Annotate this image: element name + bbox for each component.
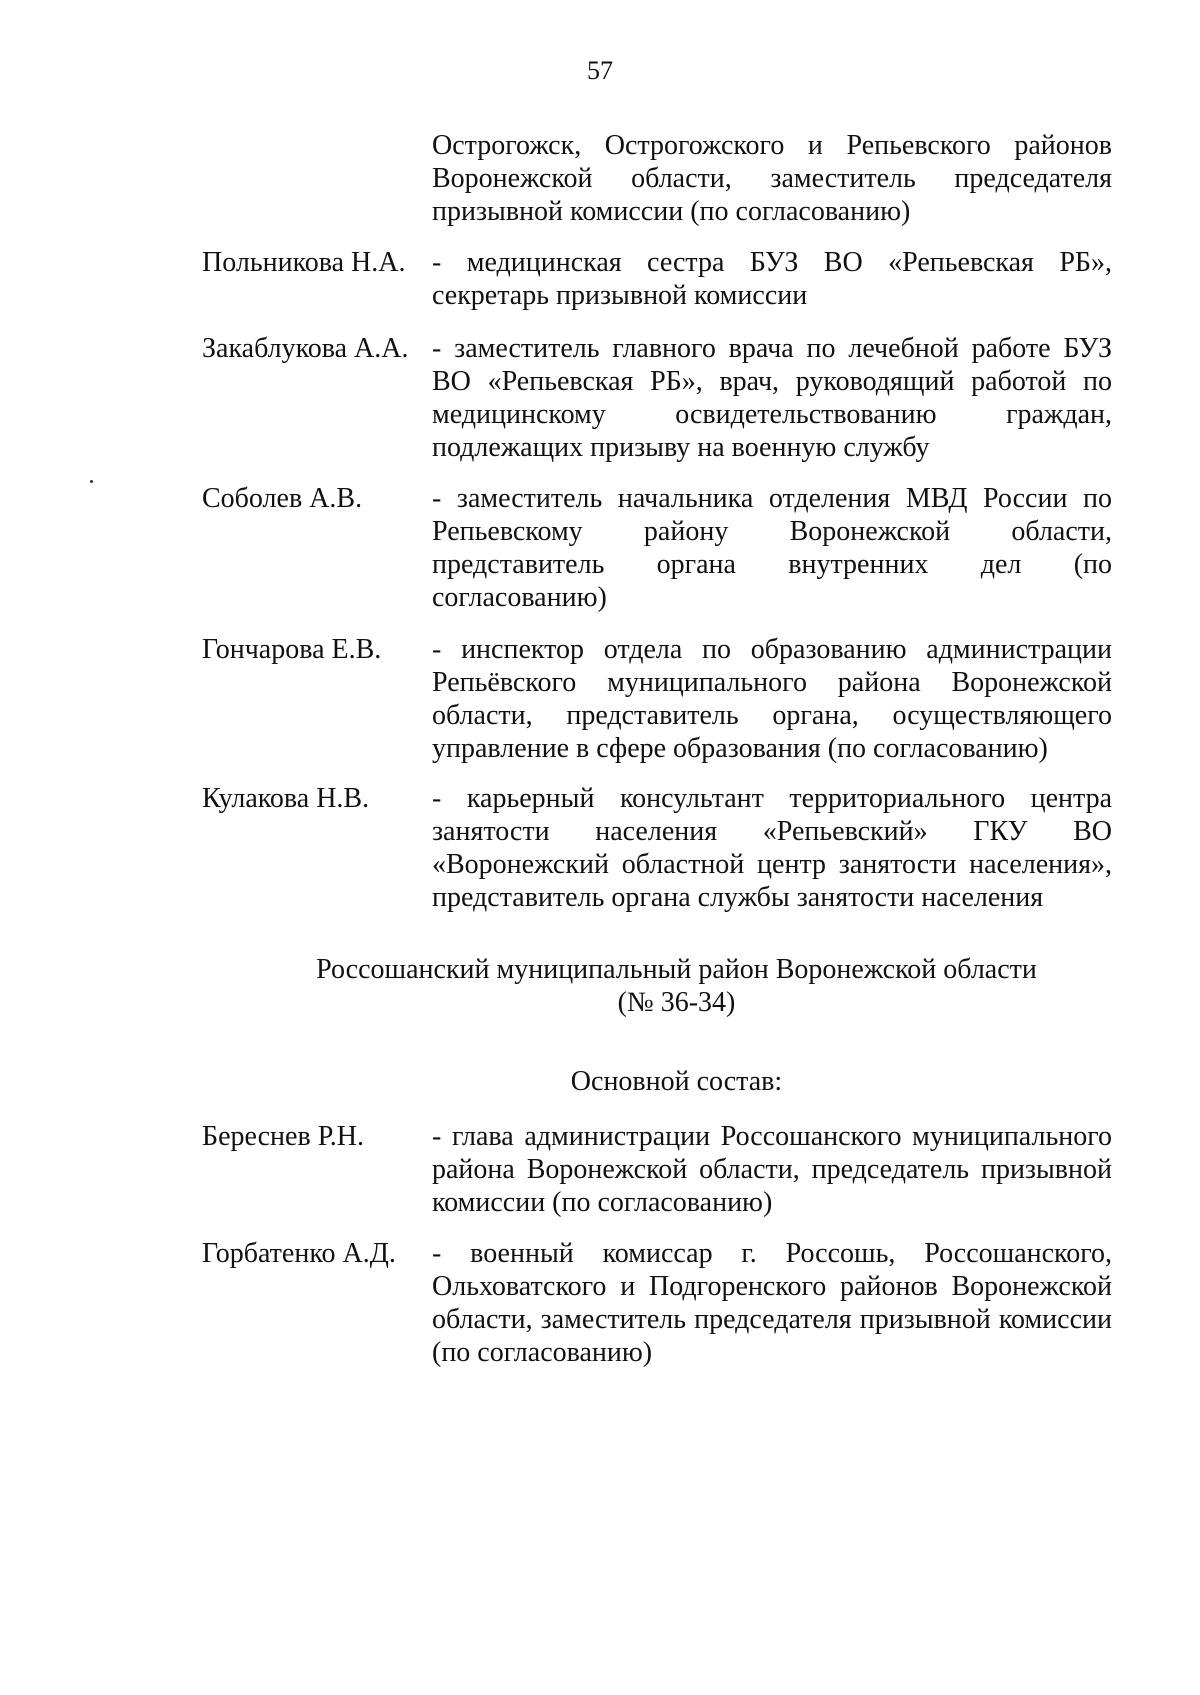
member-name: Кулакова Н.В. (202, 783, 370, 814)
member-name: Польникова Н.А. (202, 247, 406, 278)
section-number: (№ 36-34) (617, 987, 736, 1018)
member-role: - заместитель начальника отделения МВД России по Репьевскому району Воронежской области, представитель органа внутренних дел (по согласованию) (432, 483, 1112, 613)
member-role: - военный комиссар г. Россошь, Россошанского, Ольховатского и Подгоренского районов Воронежской области, заместитель председателя призывной комиссии (по согласованию) (432, 1238, 1112, 1368)
member-name: Соболев А.В. (202, 483, 363, 514)
member-name: Береснев Р.Н. (202, 1121, 364, 1152)
member-name: Горбатенко А.Д. (202, 1238, 396, 1269)
continuation-text: Острогожск, Острогожского и Репьевского районов Воронежской области, заместитель председателя призывной комиссии (по согласованию) (432, 130, 1112, 227)
member-name: Гончарова Е.В. (202, 634, 382, 665)
member-role: - заместитель главного врача по лечебной работе БУЗ ВО «Репьевская РБ», врач, руководящий работой по медицинскому освидетельствованию граждан, подлежащих призыву на военную службу (432, 333, 1112, 463)
page-number: 57 (587, 56, 613, 85)
member-role: - инспектор отдела по образованию администрации Репьёвского муниципального района Воронежской области, представитель органа, осуществляющего управление в сфере образования (по согласованию) (432, 634, 1112, 764)
member-role: - глава администрации Россошанского муниципального района Воронежской области, председатель призывной комиссии (по согласованию) (432, 1121, 1112, 1218)
section-title: Россошанский муниципальный район Воронежской области (316, 954, 1037, 985)
section-subtitle: Основной состав: (570, 1066, 783, 1097)
member-role: - карьерный консультант территориального центра занятости населения «Репьевский» ГКУ ВО «Воронежский областной центр занятости населения», представитель органа службы занятости населения (432, 783, 1112, 913)
member-role: - медицинская сестра БУЗ ВО «Репьевская РБ», секретарь призывной комиссии (432, 247, 1112, 311)
member-name: Закаблукова А.А. (202, 333, 409, 364)
scan-speck (90, 480, 93, 483)
